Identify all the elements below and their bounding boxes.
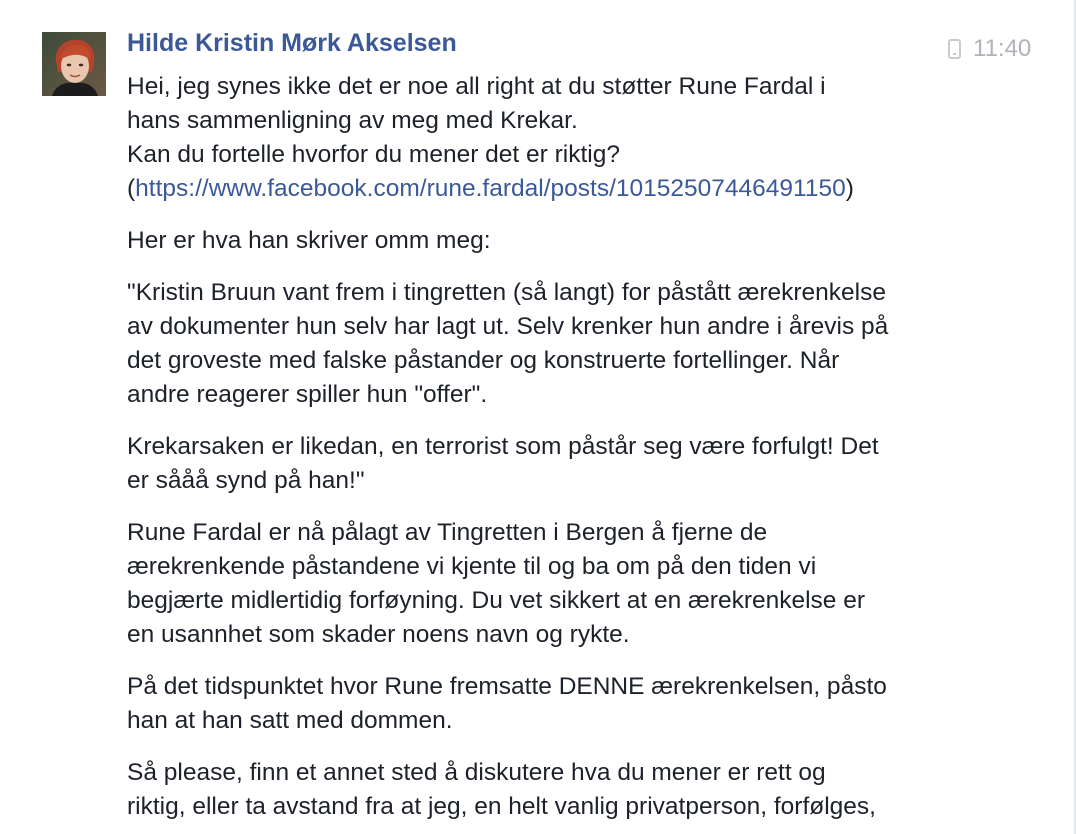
message-line: Krekarsaken er likedan, en terrorist som påstår seg være forfulgt! Det bbox=[127, 433, 879, 460]
post-link[interactable]: https://www.facebook.com/rune.fardal/posts/10152507446491150 bbox=[135, 175, 846, 202]
message-paragraph bbox=[127, 516, 957, 652]
mobile-phone-icon bbox=[948, 39, 961, 59]
link-close-paren: ) bbox=[845, 175, 854, 202]
sender-avatar[interactable] bbox=[42, 32, 106, 96]
message-line: På det tidspunktet hvor Rune fremsatte DENNE ærekrenkelsen, påsto bbox=[127, 673, 887, 700]
message-line: en usannhet som skader noens navn og rykte. bbox=[127, 621, 630, 648]
message-line: Så please, finn et annet sted å diskutere hva du mener er rett og bbox=[127, 759, 826, 786]
message-paragraph bbox=[127, 276, 957, 412]
message-line: begjærte midlertidig forføyning. Du vet sikkert at en ærekrenkelse er bbox=[127, 587, 866, 614]
message-line: "Kristin Bruun vant frem i tingretten (så langt) for påstått ærekrenkelse bbox=[127, 279, 886, 306]
link-open-paren: ( bbox=[127, 175, 136, 202]
message-body bbox=[127, 70, 957, 834]
message-line: han at han satt med dommen. bbox=[127, 707, 453, 734]
message-meta bbox=[948, 35, 1031, 63]
message-paragraph bbox=[127, 430, 957, 498]
message-paragraph bbox=[127, 756, 957, 824]
avatar-photo-icon bbox=[42, 32, 106, 96]
message-line: det groveste med falske påstander og konstruerte fortellinger. Når bbox=[127, 347, 840, 374]
message-line: Her er hva han skriver omm meg: bbox=[127, 227, 491, 254]
message-timestamp: 11:40 bbox=[973, 35, 1032, 62]
message-line: Rune Fardal er nå pålagt av Tingretten i Bergen å fjerne de bbox=[127, 519, 768, 546]
message-paragraph bbox=[127, 224, 957, 258]
message-line: ærekrenkende påstandene vi kjente til og ba om på den tiden vi bbox=[127, 553, 817, 580]
message-paragraph bbox=[127, 70, 957, 206]
message-line: av dokumenter hun selv har lagt ut. Selv krenker hun andre i årevis på bbox=[127, 313, 889, 340]
message-line: riktig, eller ta avstand fra at jeg, en helt vanlig privatperson, forfølges, bbox=[127, 793, 876, 820]
sender-name[interactable]: Hilde Kristin Mørk Akselsen bbox=[127, 29, 457, 57]
message-line: Hei, jeg synes ikke det er noe all right at du støtter Rune Fardal i bbox=[127, 73, 826, 100]
message-line: andre reagerer spiller hun "offer". bbox=[127, 381, 488, 408]
message-line: hans sammenligning av meg med Krekar. bbox=[127, 107, 578, 134]
message-paragraph bbox=[127, 670, 957, 738]
message-line: er sååå synd på han!" bbox=[127, 467, 365, 494]
message-line: Kan du fortelle hvorfor du mener det er riktig? bbox=[127, 141, 620, 168]
